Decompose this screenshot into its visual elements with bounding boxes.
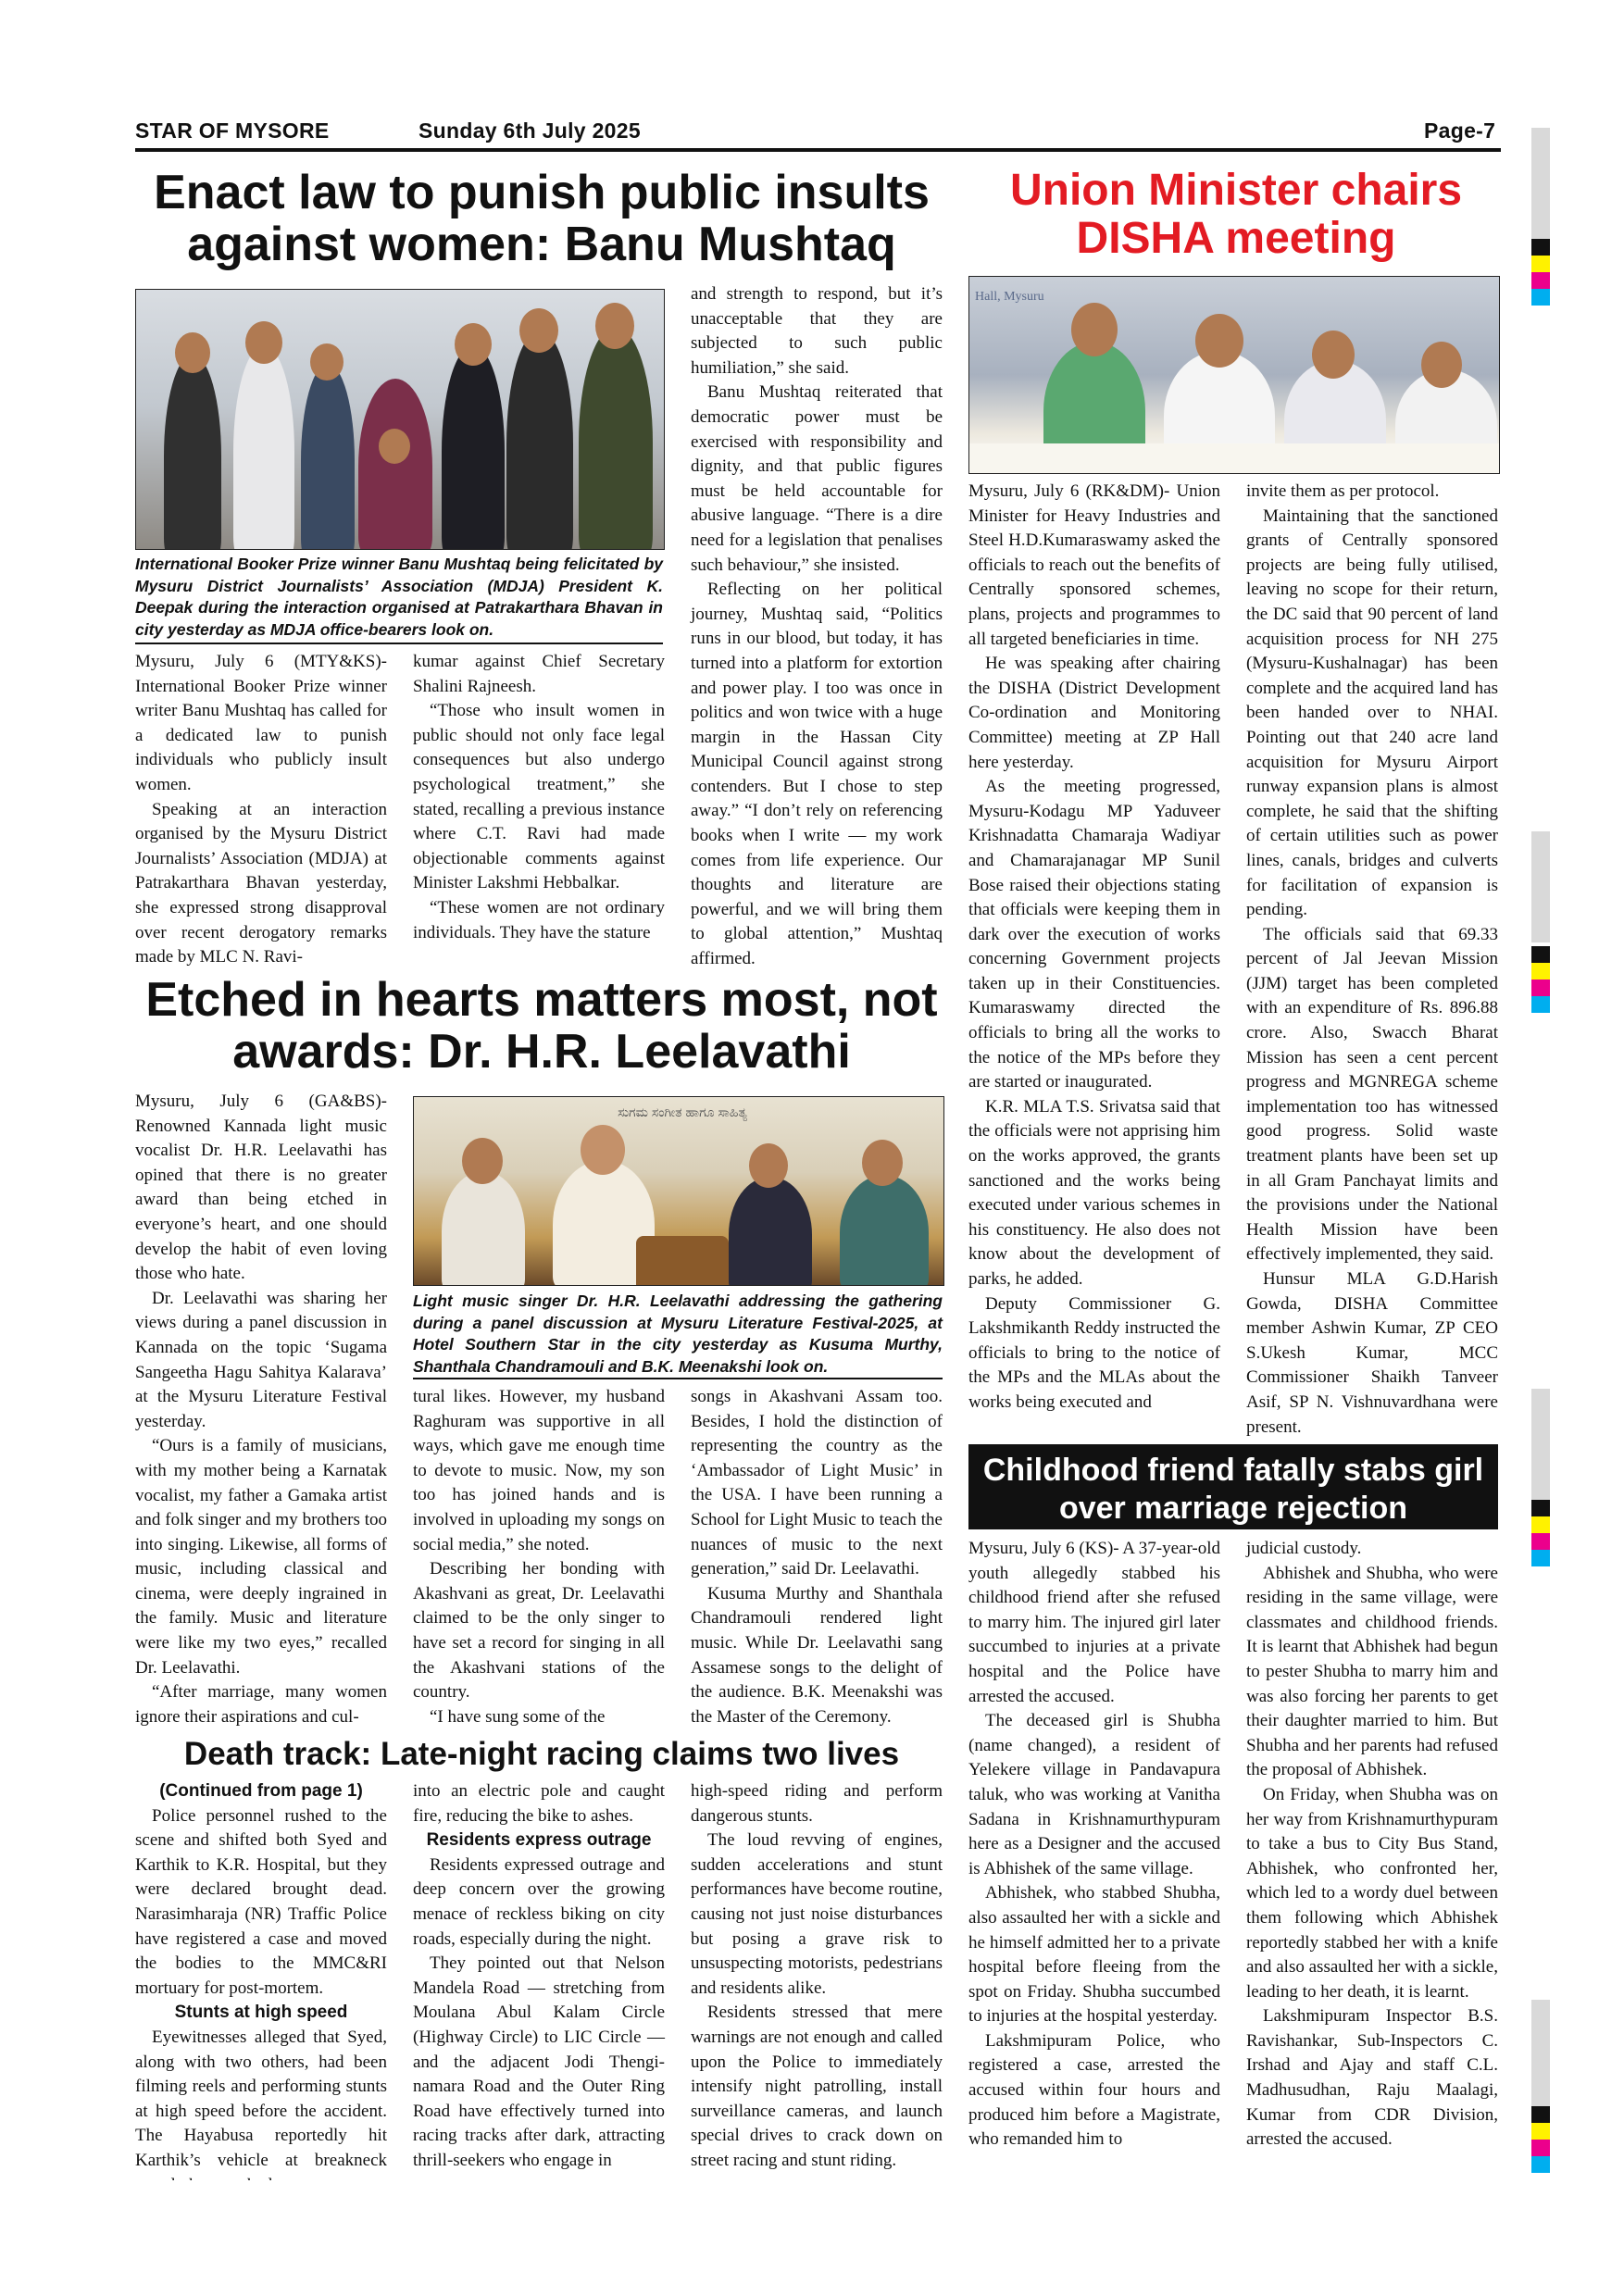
article1-column-1 <box>135 650 387 970</box>
paragraph: They pointed out that Nelson Mandela Road — stretching from Moulana Abul Kalam Circle (Highway Circle) to LIC Circle — and the adjacent Jodi Thengi-namara Road and the Outer Ring Road have effectively turned into racing tracks after dark, attracting thrill-seekers who engage in <box>413 1953 665 2170</box>
paragraph: Hunsur MLA G.D.Harish Gowda, DISHA Committee member Ashwin Kumar, ZP CEO S.Ukesh Kumar, MCC Commissioner Shaikh Tanveer Asif, SP N. Vishnuvardhana were present. <box>1246 1269 1498 1437</box>
paragraph: The loud revving of engines, sudden accelerations and stunt performances have become routine, causing not just noise disturbances but posing a grave risk to unsuspecting motorists, pedestrians and residents alike. <box>691 1830 943 1998</box>
paragraph: songs in Akashvani Assam too. Besides, I hold the distinction of representing the country as the ‘Ambassador of Light Music’ in the USA. I have been running a School for Light Music to teach the nuances of music to the next generation,” said Dr. Leelavathi. <box>691 1387 943 1579</box>
article4-column-2 <box>1246 1537 1498 2152</box>
paragraph: As the meeting progressed, Mysuru-Kodagu MP Yaduveer Krishnadatta Chamaraja Wadiyar and Chamarajanagar MP Sunil Bose raised their objections stating that officials were keeping them in dark over the execution of works concerning Government projects taken up in their Constituencies. Kumaraswamy directed the officials to bring all the works to the notice of the MPs before they are started or inaugurated. <box>968 777 1220 1092</box>
article3-column-1 <box>135 1090 387 1729</box>
paper-name: STAR OF MYSORE <box>135 119 330 143</box>
caption-felicitation: International Booker Prize winner Banu Mushtaq being felicitated by Mysuru District Journalists’ Association (MDJA) President K. Deepak during the interaction organised at Patrakarthara Bhavan in city yesterday as MDJA office-bearers look on. <box>135 555 663 639</box>
paragraph: kumar against Chief Secretary Shalini Rajneesh. <box>413 652 665 696</box>
article2-column-2 <box>1246 480 1498 1440</box>
photo-banner-text: Hall, Mysuru <box>975 290 1044 304</box>
paragraph: Speaking at an interaction organised by the Mysuru District Journalists’ Association (MDJA) at Patrakarthara Bhavan yesterday, she expressed strong disapproval over recent derogatory remarks made by MLC N. Ravi- <box>135 799 387 967</box>
article3-column-2 <box>413 1385 665 1729</box>
page-bottom-margin <box>0 2180 1518 2296</box>
paragraph: Eyewitnesses alleged that Syed, along with two others, had been filming reels and performing stunts at high speed before the accident. The Hayabusa reportedly hit Karthik’s vehicle at breakneck <box>135 2027 387 2170</box>
registration-marks-1 <box>1531 239 1550 306</box>
paragraph: On Friday, when Shubha was on her way from Krishnamurthypuram to take a bus to City Bus Stand, Abhishek, who confronted her, which led to a wordy duel between them following which Abhishek reportedly stabbed her with a knife and also assaulted her with a sickle, leading to her death, it is learnt. <box>1246 1784 1498 2002</box>
article5-column-1 <box>135 1779 387 2198</box>
registration-marks-2 <box>1531 946 1550 1013</box>
headline-death-track: Death track: Late-night racing claims two lives <box>183 1736 900 1772</box>
paragraph: and strength to respond, but it’s unacceptable that they are subjected to such public humiliation,” she said. <box>691 284 943 378</box>
caption-rule <box>135 643 663 644</box>
paragraph: Kusuma Murthy and Shanthala Chandramouli rendered light music. While Dr. Leelavathi sang Assamese songs to the delight of the audience. B.K. Meenakshi was the Master of the Ceremony. <box>691 1583 943 1727</box>
article2-column-1 <box>968 480 1220 1416</box>
registration-bar-3 <box>1531 1389 1550 1500</box>
article3-column-3 <box>691 1385 943 1729</box>
paragraph: Reflecting on her political journey, Mushtaq said, “Politics runs in our blood, but today, it has turned into a platform for extortion and power play. I too was once in politics and won twice with a huge margin in the Hassan City Municipal Council against strong contenders. But I chose to step away.” “I don’t rely on referencing books when I write — my work comes from life experience. Our thoughts and literature are powerful, and we will bring them to global attention,” Mushtaq affirmed. <box>691 580 943 969</box>
registration-marks-3 <box>1531 1500 1550 1566</box>
headline-disha-meeting: Union Minister chairs DISHA meeting <box>1009 166 1463 263</box>
subhead-stunts: Stunts at high speed <box>174 2003 348 2023</box>
paragraph: Lakshmipuram Police, who registered a case, arrested the accused within four hours and produced him before a Magistrate, who remanded him to <box>968 2030 1220 2150</box>
paragraph: high-speed riding and perform dangerous stunts. <box>691 1781 943 1826</box>
paragraph: “Ours is a family of musicians, with my mother being a Karnatak vocalist, my father a Gamaka artist and folk singer and my brothers too into singing. Likewise, all forms of music, including classical and cinema, were deeply ingrained in the family. Music and literature were like my two eyes,” recalled Dr. Leelavathi. <box>135 1436 387 1678</box>
paragraph: Abhishek, who stabbed Shubha, also assaulted her with a sickle and he himself admitted her to a private hospital before fleeing from the spot on Friday. Shubha succumbed to injuries at the hospital yesterday. <box>968 1883 1220 2027</box>
photo-disha-meeting <box>968 276 1500 474</box>
photo-banner-text: ಸುಗಮ ಸಂಗೀತ ಹಾಗೂ ಸಾಹಿತ್ಯ <box>618 1104 747 1119</box>
paragraph: tural likes. However, my husband Raghuram was supportive in all ways, which gave me enough time to devote to music. Now, my son too has joined hands and is involved in uploading my songs on social media,” she noted. <box>413 1387 665 1554</box>
paragraph: “These women are not ordinary individuals. They have the stature <box>413 897 665 942</box>
paragraph: “Those who insult women in public should not only face legal consequences but also undergo psychological treatment,” she stated, recalling a previous instance where C.T. Ravi had made objectionable comments against Minister Lakshmi Hebbalkar. <box>413 701 665 893</box>
paragraph: Abhishek and Shubha, who were residing in the same village, were classmates and childhood friends. It is learnt that Abhishek had begun to pester Shubha to marry him and was also forcing her parents to get their daughter married to him. But Shubha and her parents had refused the proposal of Abhishek. <box>1246 1563 1498 1780</box>
paragraph: K.R. MLA T.S. Srivatsa said that the officials were not apprising him on the works approved, the grants sanctioned and the works being executed under various schemes in his constituency. He also does not know about the development of parks, he added. <box>968 1096 1220 1289</box>
paragraph: Maintaining that the sanctioned grants of Centrally sponsored projects are being fully utilised, leaving no scope for their return, the DC said that 90 percent of land acquisition process for NH 275 (Mysuru-Kushalnagar) has been complete and the acquired land has been handed over to NHAI. Pointing out that 240 acre land acquisition for Mysuru Airport runway expansion plans is almost complete, he said that the shifting of certain utilities such as power lines, canals, bridges and culverts for facilitation of expansion is pending. <box>1246 505 1498 920</box>
paragraph: Mysuru, July 6 (MTY&KS)- International Booker Prize winner writer Banu Mushtaq has called for a dedicated law to punish individuals who publicly insult women. <box>135 652 387 794</box>
paragraph: judicial custody. <box>1246 1539 1362 1558</box>
paragraph: Mysuru, July 6 (GA&BS)- Renowned Kannada light music vocalist Dr. H.R. Leelavathi has opined that there is no greater award than being etched in everyone’s heart, and one should develop the habit of even loving those who hate. <box>135 1092 387 1284</box>
caption-panel-discussion: Light music singer Dr. H.R. Leelavathi addressing the gathering during a panel discussion at Mysuru Literature Festival-2025, at Hotel Southern Star in the city yesterday as Kusuma Murthy, Shanthala Chandramouli and B.K. Meenakshi look on. <box>413 1292 943 1376</box>
paragraph: invite them as per protocol. <box>1246 481 1440 501</box>
paragraph: Mysuru, July 6 (KS)- A 37-year-old youth allegedly stabbed his childhood friend after she refused to marry him. The injured girl later succumbed to injuries at a private hospital and the Police have arrested the accused. <box>968 1539 1220 1706</box>
paragraph: Deputy Commissioner G. Lakshmikanth Reddy instructed the officials to bring to the notice of the MPs and the MLAs about the works being executed and <box>968 1293 1220 1412</box>
caption-rule <box>413 1378 943 1379</box>
continued-note: (Continued from page 1) <box>159 1781 363 1801</box>
paragraph: Dr. Leelavathi was sharing her views during a panel discussion in Kannada on the topic ‘Sugama Sangeetha Hagu Sahitya Kalarava’ at the Mysuru Literature Festival yesterday. <box>135 1288 387 1431</box>
headline-leelavathi: Etched in hearts matters most, not awards: Dr. H.R. Leelavathi <box>145 973 938 1079</box>
paragraph: Residents stressed that mere warnings are not enough and called upon the Police to immediately intensify night patrolling, install surveillance cameras, and launch special drives to crack down on street racing and stunt riding. <box>691 2003 943 2170</box>
registration-bar-2 <box>1531 831 1550 942</box>
photo-felicitation <box>135 289 665 550</box>
photo-panel-discussion <box>413 1096 944 1286</box>
paragraph: He was speaking after chairing the DISHA (District Development Co-ordination and Monitoring Committee) meeting at ZP Hall here yesterday. <box>968 654 1220 772</box>
article1-column-3 <box>691 282 943 972</box>
registration-marks-4 <box>1531 2106 1550 2173</box>
paragraph: The deceased girl is Shubha (name changed), a resident of Yelekere village in Pandavapura taluk, who was working at Vanitha Sadana in Krishnamurthypuram here as a Designer and the accused is Abhishek of the same village. <box>968 1711 1220 1878</box>
paragraph: “After marriage, many women ignore their aspirations and cul- <box>135 1682 387 1727</box>
paragraph: Police personnel rushed to the scene and shifted both Syed and Karthik to K.R. Hospital, but they were declared brought dead. Narasimharaja (NR) Traffic Police have registered a case and moved the bodies to the MMC&RI mortuary for post-mortem. <box>135 1805 387 1998</box>
headline-banu-mushtaq: Enact law to punish public insults against women: Banu Mushtaq <box>154 166 930 272</box>
issue-date: Sunday 6th July 2025 <box>418 119 641 143</box>
subhead-outrage: Residents express outrage <box>426 1830 652 1851</box>
header-rule <box>135 148 1501 152</box>
paragraph: Residents expressed outrage and deep concern over the growing menace of reckless biking on city roads, especially during the night. <box>413 1854 665 1949</box>
paragraph: into an electric pole and caught fire, reducing the bike to ashes. <box>413 1781 665 1826</box>
paragraph: “I have sung some of the <box>430 1706 606 1727</box>
paragraph: Describing her bonding with Akashvani as great, Dr. Leelavathi claimed to be the only singer to have set a record for singing in all the Akashvani stations of the country. <box>413 1559 665 1703</box>
paragraph: Banu Mushtaq reiterated that democratic power must be exercised with responsibility and dignity, and that public figures must be held accountable for abusive language. “There is a dire need for a legislation that penalises such behaviour,” she insisted. <box>691 382 943 575</box>
registration-bar-1 <box>1531 128 1550 239</box>
article5-column-2 <box>413 1779 665 2174</box>
paragraph: Lakshmipuram Inspector B.S. Ravishankar, Sub-Inspectors C. Irshad and Ajay and staff C.L. Madhusudhan, Raju Maalagi, Kumar from CDR Division, arrested the accused. <box>1246 2006 1498 2150</box>
article1-column-2 <box>413 650 665 945</box>
paragraph: The officials said that 69.33 percent of Jal Jeevan Mission (JJM) target has been completed with an expenditure of Rs. 896.88 crore. Also, Swacch Bharat Mission has seen a cent percent progress and MGNREGA scheme implementation too has witnessed good progress. Solid waste treatment plants have been set up in all Gram Panchayat limits and the provisions under the National Health Mission have been effectively implemented, they said. <box>1246 924 1498 1265</box>
headline-box-childhood-friend <box>968 1444 1498 1529</box>
article4-column-1 <box>968 1537 1220 2152</box>
article5-column-3 <box>691 1779 943 2174</box>
registration-bar-4 <box>1531 2000 1550 2106</box>
page-number: Page-7 <box>1424 119 1496 143</box>
headline-childhood-friend: Childhood friend fatally stabs girl over marriage rejection <box>982 1453 1484 1526</box>
paragraph: Mysuru, July 6 (RK&DM)- Union Minister for Heavy Industries and Steel H.D.Kumaraswamy asked the officials to reach out the benefits of Centrally sponsored schemes, plans, projects and programmes to all targeted beneficiaries in time. <box>968 481 1220 649</box>
